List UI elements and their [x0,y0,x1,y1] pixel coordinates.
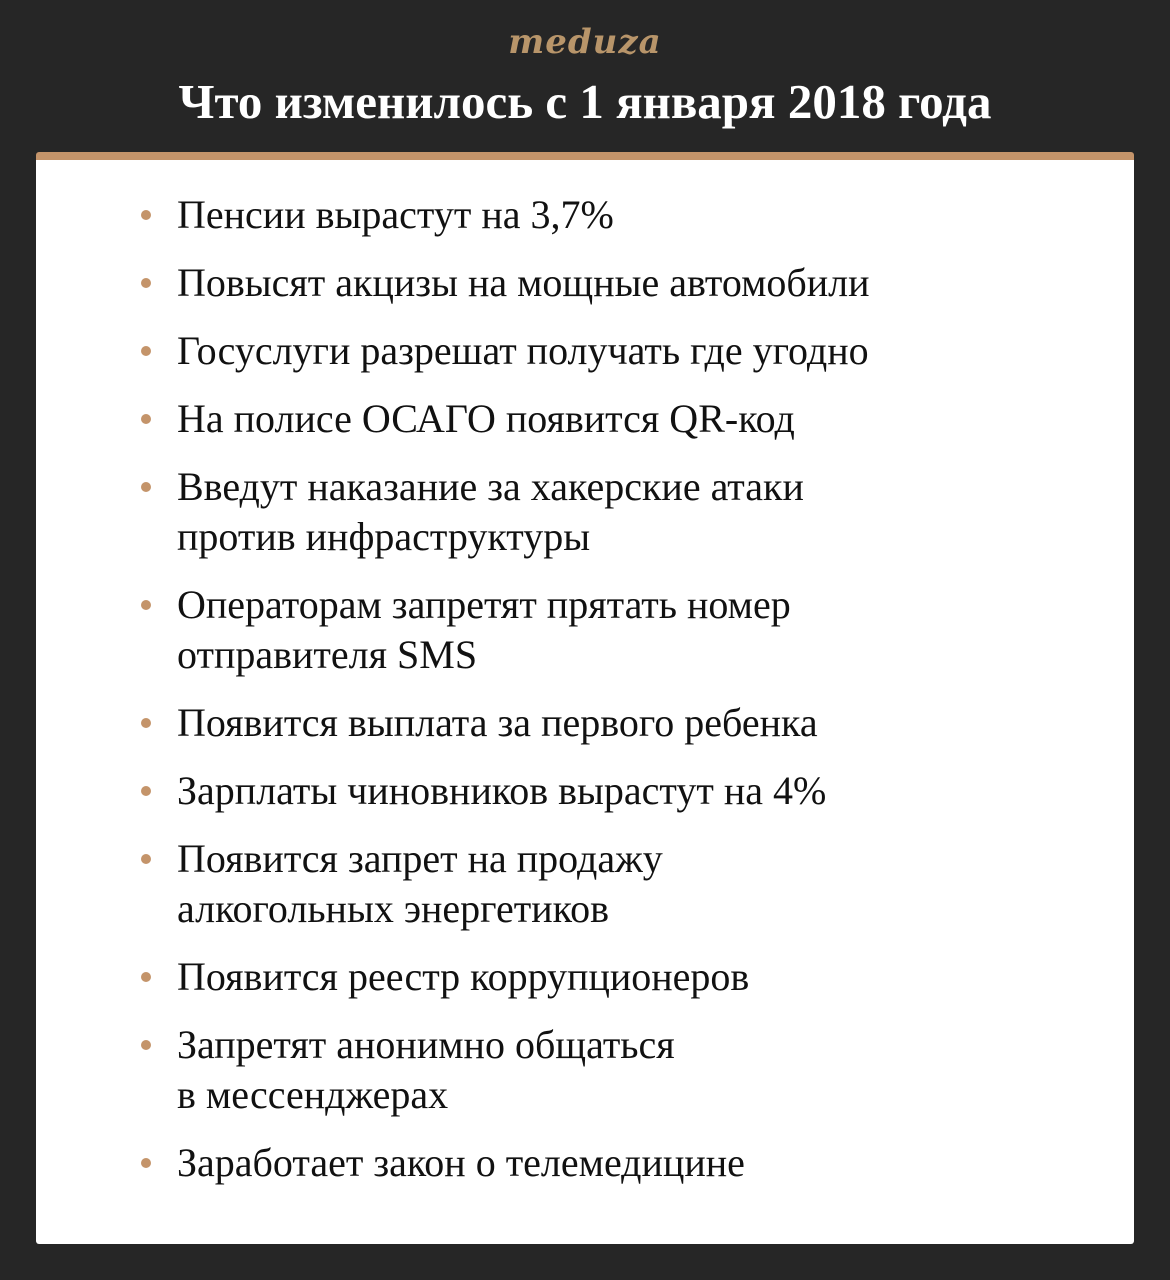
list-item-text: отправителя SMS [177,632,478,677]
list-item-text: Повысят акцизы на мощные автомобили [177,260,870,305]
bullet-icon [141,414,151,424]
list-item-text: в мессенджерах [177,1072,449,1117]
meduza-logo: meduza [508,22,662,62]
bullet-icon [141,346,151,356]
list-item [141,394,1101,444]
list-item-text: Появится реестр коррупционеров [177,954,750,999]
list-item [141,952,1101,1002]
list-item-text: Запретят анонимно общаться [177,1022,675,1067]
bullet-icon [141,1040,151,1050]
list-item-text: Пенсии вырастут на 3,7% [177,192,614,237]
bullet-icon [141,1158,151,1168]
list-item [141,190,1101,240]
list-item-text: Введут наказание за хакерские атаки [177,464,804,509]
list-item-text: против инфраструктуры [177,514,591,559]
list-item [141,258,1101,308]
list-item-text: На полисе ОСАГО появится QR-код [177,396,795,441]
bullet-icon [141,278,151,288]
list-item [141,698,1101,748]
list-item-text: Заработает закон о телемедицине [177,1140,745,1185]
bullet-icon [141,718,151,728]
list-item [141,462,1101,562]
content-card [36,152,1134,1244]
bullet-icon [141,600,151,610]
list-item-text: Появится выплата за первого ребенка [177,700,818,745]
bullet-icon [141,482,151,492]
bullet-icon [141,210,151,220]
page-title: Что изменилось с 1 января 2018 года [178,74,992,129]
list-item-text: Появится запрет на продажу [177,836,663,881]
list-item [141,834,1101,934]
bullet-icon [141,972,151,982]
list-item [141,1138,1101,1188]
bullet-icon [141,786,151,796]
list-item-text: Зарплаты чиновников вырастут на 4% [177,768,827,813]
list-item [141,766,1101,816]
list-item-text: Операторам запретят прятать номер [177,582,791,627]
list-item [141,580,1101,680]
list-item-text: Госуслуги разрешат получать где угодно [177,328,869,373]
list-item-text: алкогольных энергетиков [177,886,609,931]
list-item [141,1020,1101,1120]
bullet-icon [141,854,151,864]
list-item [141,326,1101,376]
changes-list [141,190,1101,1206]
